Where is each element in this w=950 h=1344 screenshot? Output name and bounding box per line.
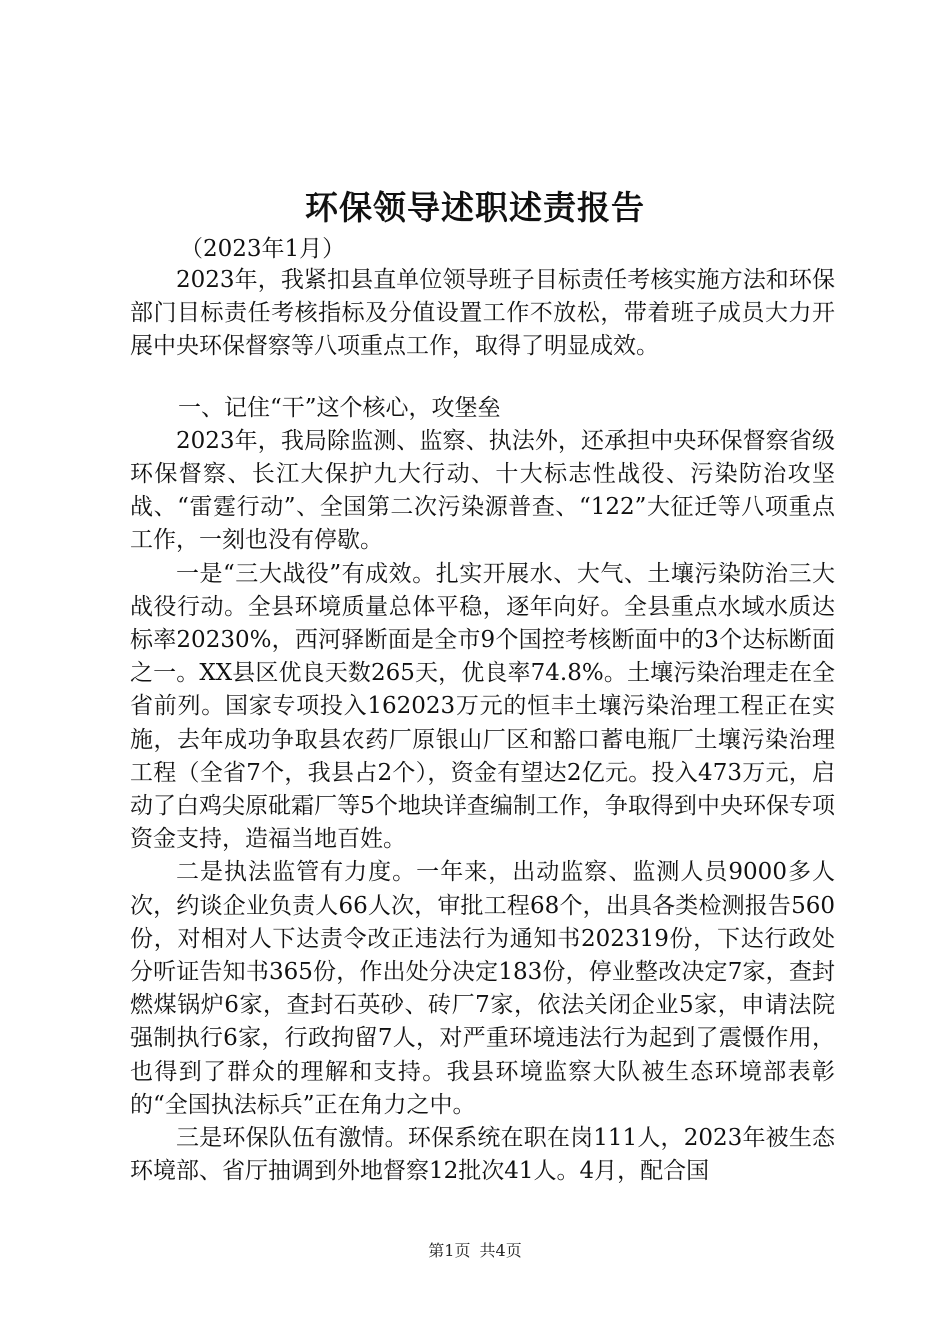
body-paragraph: 三是环保队伍有激情。环保系统在职在岗111人，2023年被生态环境部、省厅抽调到外地督察12批次41人。4月，配合国 — [130, 1125, 835, 1185]
document-title: 环保领导述职述责报告 — [305, 188, 645, 227]
total-pages: 共4页 — [479, 1241, 522, 1260]
report-date: （2023年1月） — [180, 236, 346, 262]
body-paragraph: 2023年，我局除监测、监察、执法外，还承担中央环保督察省级环保督察、长江大保护九大行动、十大标志性战役、污染防治攻坚战、“雷霆行动”、全国第二次污染源普查、“122”大征迁等八项重点工作，一刻也没有停歇。 — [130, 427, 835, 554]
section-heading: 一、记住“干”这个核心，攻堡垒 — [178, 394, 501, 421]
intro-paragraph: 2023年，我紧扣县直单位领导班子目标责任考核实施方法和环保部门目标责任考核指标及分值设置工作不放松，带着班子成员大力开展中央环保督察等八项重点工作，取得了明显成效。 — [130, 267, 835, 360]
paragraph-gap — [130, 364, 835, 392]
document-body — [130, 264, 835, 1188]
body-paragraph: 二是执法监管有力度。一年来，出动监察、监测人员9000多人次，约谈企业负责人66人次，审批工程68个，出具各类检测报告560份，对相对人下达责令改正违法行为通知书202319份，下达行政处分听证告知书365份，作出处分决定183份，停业整改决定7家，查封燃煤锅炉6家，查封石英砂、砖厂7家，依法关闭企业5家，申请法院强制执行6家，行政拘留7人，对严重环境违法行为起到了震慑作用，也得到了群众的理解和支持。我县环境监察大队被生态环境部表彰的“全国执法标兵”正在角力之中。 — [130, 859, 835, 1118]
page-number: 第1页 — [428, 1241, 471, 1260]
body-paragraph: 一是“三大战役”有成效。扎实开展水、大气、土壤污染防治三大战役行动。全县环境质量总体平稳，逐年向好。全县重点水域水质达标率20230%，西河驿断面是全市9个国控考核断面中的3个达标断面之一。XX县区优良天数265天，优良率74.8%。土壤污染治理走在全省前列。国家专项投入162023万元的恒丰土壤污染治理工程正在实施，去年成功争取县农药厂原银山厂区和豁口蓄电瓶厂土壤污染治理工程（全省7个，我县占2个），资金有望达2亿元。投入473万元，启动了白鸡尖原砒霜厂等5个地块详查编制工作，争取得到中央环保专项资金支持，造福当地百姓。 — [130, 560, 835, 853]
page-footer — [0, 1240, 950, 1262]
